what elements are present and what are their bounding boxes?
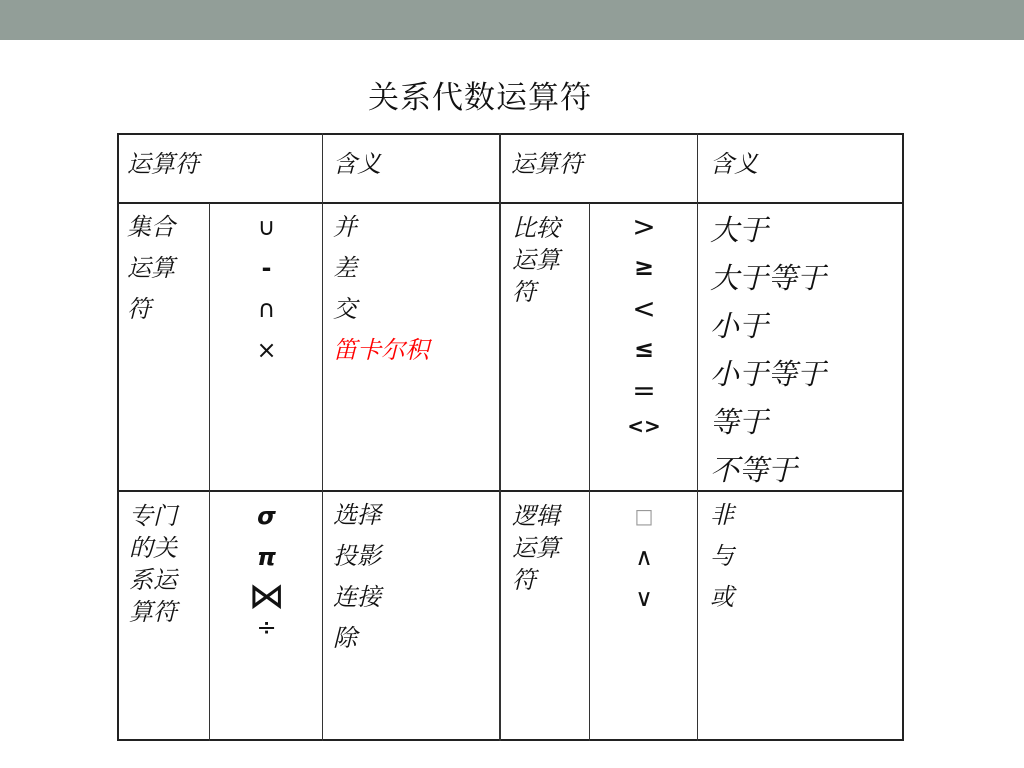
slide-top-bar: [0, 0, 1024, 40]
header-meaning-right: 含义: [710, 150, 758, 178]
meaning-projection: 投影: [333, 542, 381, 570]
relation-operators-category: [129, 500, 177, 628]
meaning-difference: 差: [333, 254, 357, 282]
projection-symbol: π: [257, 543, 276, 571]
meaning-or: 或: [710, 583, 734, 611]
compare-operators-meanings: [710, 206, 826, 494]
slide-title: 关系代数运算符: [368, 80, 592, 116]
union-symbol: ∪: [257, 213, 276, 241]
meaning-less-equal: 小于等于: [710, 357, 827, 391]
meaning-greater: 大于: [710, 213, 769, 247]
header-operator-left: 运算符: [127, 150, 199, 178]
greater-equal-symbol: ≥: [633, 253, 655, 281]
col-divider: [322, 133, 323, 741]
category-line: 专门: [129, 502, 177, 530]
intersection-symbol: ∩: [257, 295, 276, 323]
meaning-not: 非: [710, 501, 734, 529]
meaning-equal: 等于: [710, 405, 769, 439]
category-line: 算符: [129, 598, 177, 626]
meaning-greater-equal: 大于等于: [710, 261, 827, 295]
set-operators-category: [127, 207, 175, 330]
category-line: 逻辑: [512, 502, 560, 530]
logic-operators-category: [512, 500, 560, 596]
header-operator-right: 运算符: [511, 150, 583, 178]
category-line: 符: [512, 278, 536, 306]
category-line: 集合: [127, 213, 175, 241]
difference-symbol: -: [261, 254, 272, 282]
col-divider-center: [499, 133, 501, 741]
compare-operators-symbols: [591, 206, 697, 441]
logic-operators-meanings: [710, 495, 734, 618]
subcol-divider: [209, 203, 210, 741]
category-line: 符: [512, 566, 536, 594]
header-meaning-left: 含义: [333, 150, 381, 178]
meaning-cartesian-product: 笛卡尔积: [333, 336, 429, 364]
set-operators-meanings: [333, 207, 429, 371]
less-than-symbol: <: [632, 292, 656, 325]
subcol-divider: [589, 203, 590, 741]
join-symbol: ⋈: [248, 576, 285, 617]
meaning-union: 并: [333, 213, 357, 241]
relation-operators-meanings: [333, 495, 381, 659]
category-line: 符: [127, 295, 151, 323]
cartesian-product-symbol: ×: [256, 336, 277, 364]
meaning-less: 小于: [710, 309, 769, 343]
set-operators-symbols: [211, 207, 322, 371]
meaning-intersection: 交: [333, 295, 357, 323]
relation-operators-symbols: [211, 496, 322, 641]
greater-than-symbol: >: [632, 210, 656, 243]
meaning-division: 除: [333, 624, 357, 652]
meaning-and: 与: [710, 542, 734, 570]
meaning-not-equal: 不等于: [710, 453, 798, 487]
or-symbol: ∨: [635, 584, 653, 612]
category-line: 运算: [512, 534, 560, 562]
header-divider: [117, 202, 904, 204]
logic-operators-symbols: [591, 496, 697, 619]
selection-symbol: σ: [257, 502, 276, 530]
category-line: 的关: [129, 534, 177, 562]
category-line: 比较: [512, 214, 560, 242]
category-line: 系运: [129, 566, 177, 594]
meaning-join: 连接: [333, 583, 381, 611]
not-equal-symbol: <>: [627, 414, 661, 438]
meaning-selection: 选择: [333, 501, 381, 529]
less-equal-symbol: ≤: [633, 335, 655, 363]
not-symbol: □: [634, 504, 654, 528]
and-symbol: ∧: [635, 543, 653, 571]
category-line: 运算: [127, 254, 175, 282]
compare-operators-category: [512, 212, 560, 308]
division-symbol: ÷: [256, 613, 277, 641]
col-divider: [697, 133, 698, 741]
category-line: 运算: [512, 246, 560, 274]
equal-symbol: =: [632, 374, 656, 407]
